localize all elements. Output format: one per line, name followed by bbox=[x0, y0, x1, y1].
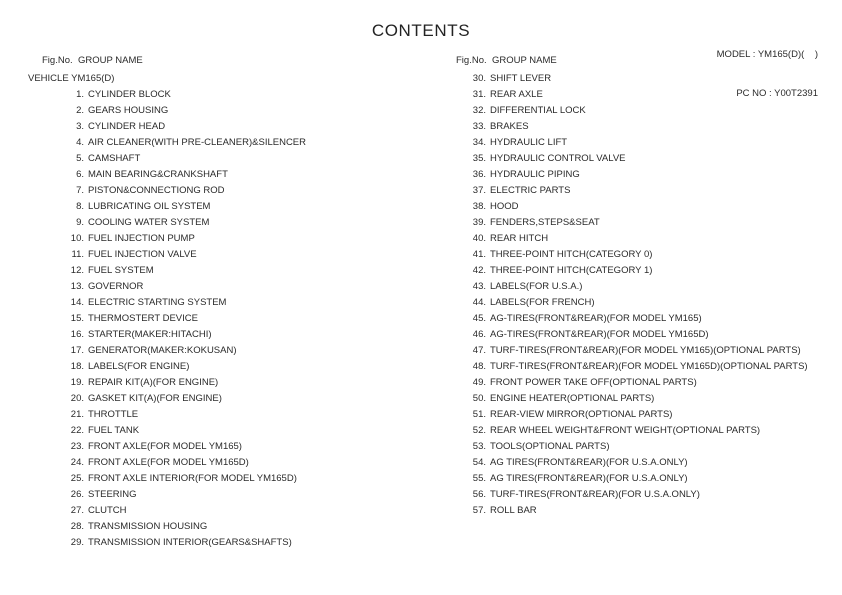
contents-entry-label: AIR CLEANER(WITH PRE-CLEANER)&SILENCER bbox=[88, 137, 307, 148]
contents-entry-number: 31. bbox=[472, 89, 486, 100]
contents-entry[interactable] bbox=[28, 375, 448, 391]
contents-entry-number: 17. bbox=[70, 345, 84, 356]
contents-entry-label: COOLING WATER SYSTEM bbox=[88, 217, 210, 228]
contents-entry-label: TURF-TIRES(FRONT&REAR)(FOR U.S.A.ONLY) bbox=[490, 489, 700, 500]
contents-entry-label: FUEL INJECTION PUMP bbox=[88, 233, 195, 244]
contents-entry-label: REPAIR KIT(A)(FOR ENGINE) bbox=[88, 377, 219, 388]
contents-entry[interactable] bbox=[28, 199, 448, 215]
contents-entry[interactable] bbox=[456, 103, 842, 119]
contents-entry[interactable] bbox=[456, 87, 842, 103]
vehicle-section-title: VEHICLE YM165(D) bbox=[28, 73, 115, 84]
contents-entry-number: 10. bbox=[70, 233, 84, 244]
model-number-line: MODEL : YM165(D)( ) bbox=[716, 49, 818, 60]
contents-entry-number: 24. bbox=[70, 457, 84, 468]
contents-entry[interactable] bbox=[28, 151, 448, 167]
contents-entry-number: 5. bbox=[76, 153, 84, 164]
contents-entry[interactable] bbox=[28, 503, 448, 519]
contents-entry[interactable] bbox=[28, 87, 448, 103]
contents-entry[interactable] bbox=[28, 215, 448, 231]
contents-entry[interactable] bbox=[28, 295, 448, 311]
contents-entry[interactable] bbox=[456, 215, 842, 231]
contents-entry-number: 40. bbox=[472, 233, 486, 244]
contents-entry-number: 56. bbox=[472, 489, 486, 500]
contents-entry[interactable] bbox=[456, 183, 842, 199]
contents-entry-number: 11. bbox=[71, 249, 84, 260]
contents-entry-number: 37. bbox=[472, 185, 486, 196]
contents-entry[interactable] bbox=[28, 343, 448, 359]
contents-entry[interactable] bbox=[456, 359, 842, 375]
contents-entry-number: 15. bbox=[70, 313, 84, 324]
contents-entry-number: 19. bbox=[70, 377, 84, 388]
contents-entry-label: AG TIRES(FRONT&REAR)(FOR U.S.A.ONLY) bbox=[490, 473, 688, 484]
contents-entry[interactable] bbox=[456, 407, 842, 423]
contents-entry[interactable] bbox=[456, 135, 842, 151]
contents-entry-number: 14. bbox=[70, 297, 84, 308]
contents-entry[interactable] bbox=[456, 439, 842, 455]
contents-entry-label: DIFFERENTIAL LOCK bbox=[490, 105, 586, 116]
contents-entry[interactable] bbox=[28, 183, 448, 199]
contents-entry-number: 38. bbox=[472, 201, 486, 212]
contents-entry-number: 42. bbox=[472, 265, 486, 276]
contents-entry-number: 21. bbox=[70, 409, 84, 420]
contents-entry[interactable] bbox=[456, 151, 842, 167]
contents-entry-label: ENGINE HEATER(OPTIONAL PARTS) bbox=[490, 393, 655, 404]
contents-entry[interactable] bbox=[28, 311, 448, 327]
contents-entry-label: LABELS(FOR U.S.A.) bbox=[490, 281, 583, 292]
contents-entry-label: GOVERNOR bbox=[88, 281, 144, 292]
contents-entry[interactable] bbox=[28, 359, 448, 375]
contents-entry-label: REAR WHEEL WEIGHT&FRONT WEIGHT(OPTIONAL PARTS) bbox=[490, 425, 761, 436]
contents-entry-label: TOOLS(OPTIONAL PARTS) bbox=[490, 441, 610, 452]
contents-entry-label: SHIFT LEVER bbox=[490, 73, 552, 84]
pc-number-line: PC NO : Y00T2391 bbox=[736, 88, 818, 99]
contents-entry-label: MAIN BEARING&CRANKSHAFT bbox=[88, 169, 228, 180]
contents-entry-label: ELECTRIC STARTING SYSTEM bbox=[88, 297, 227, 308]
contents-entry[interactable] bbox=[456, 71, 842, 87]
contents-entry[interactable] bbox=[456, 263, 842, 279]
contents-entry-label: AG-TIRES(FRONT&REAR)(FOR MODEL YM165D) bbox=[490, 329, 709, 340]
contents-entry-number: 16. bbox=[70, 329, 84, 340]
contents-entry-label: ELECTRIC PARTS bbox=[490, 185, 571, 196]
contents-entry-label: AG TIRES(FRONT&REAR)(FOR U.S.A.ONLY) bbox=[490, 457, 688, 468]
contents-list-left bbox=[28, 87, 448, 551]
contents-entry[interactable] bbox=[28, 103, 448, 119]
contents-entry-label: CLUTCH bbox=[88, 505, 127, 516]
contents-entry-number: 23. bbox=[70, 441, 84, 452]
contents-entry-label: FUEL SYSTEM bbox=[88, 265, 154, 276]
contents-entry[interactable] bbox=[28, 535, 448, 551]
contents-entry-label: CYLINDER BLOCK bbox=[88, 89, 171, 100]
contents-entry-number: 36. bbox=[472, 169, 486, 180]
contents-entry-label: LUBRICATING OIL SYSTEM bbox=[88, 201, 211, 212]
fig-no-header: Fig.No. bbox=[456, 55, 487, 66]
contents-entry-label: FUEL INJECTION VALVE bbox=[88, 249, 197, 260]
contents-entry-label: TRANSMISSION INTERIOR(GEARS&SHAFTS) bbox=[88, 537, 292, 548]
contents-entry-number: 12. bbox=[70, 265, 84, 276]
contents-entry-label: ROLL BAR bbox=[490, 505, 537, 516]
contents-entry[interactable] bbox=[28, 439, 448, 455]
contents-entry-label: GENERATOR(MAKER:KOKUSAN) bbox=[88, 345, 237, 356]
contents-entry-label: HYDRAULIC CONTROL VALVE bbox=[490, 153, 626, 164]
contents-entry[interactable] bbox=[28, 391, 448, 407]
contents-entry-label: STEERING bbox=[88, 489, 137, 500]
contents-entry-label: CYLINDER HEAD bbox=[88, 121, 166, 132]
contents-entry[interactable] bbox=[456, 471, 842, 487]
contents-entry-label: REAR-VIEW MIRROR(OPTIONAL PARTS) bbox=[490, 409, 673, 420]
contents-entry-number: 20. bbox=[70, 393, 84, 404]
contents-entry-label: THERMOSTERT DEVICE bbox=[88, 313, 198, 324]
contents-entry[interactable] bbox=[456, 199, 842, 215]
contents-entry[interactable] bbox=[456, 247, 842, 263]
contents-entry-number: 30. bbox=[472, 73, 486, 84]
contents-entry[interactable] bbox=[456, 311, 842, 327]
contents-entry-number: 6. bbox=[76, 169, 84, 180]
contents-entry-label: REAR AXLE bbox=[490, 89, 543, 100]
contents-entry[interactable] bbox=[28, 455, 448, 471]
contents-entry[interactable] bbox=[456, 279, 842, 295]
contents-entry[interactable] bbox=[28, 471, 448, 487]
contents-entry-number: 43. bbox=[472, 281, 486, 292]
contents-entry-label: BRAKES bbox=[490, 121, 529, 132]
contents-entry-number: 18. bbox=[70, 361, 84, 372]
contents-entry-number: 41. bbox=[472, 249, 486, 260]
contents-entry-number: 54. bbox=[472, 457, 486, 468]
contents-entry[interactable] bbox=[456, 391, 842, 407]
contents-entry[interactable] bbox=[28, 407, 448, 423]
contents-entry-number: 35. bbox=[472, 153, 486, 164]
contents-entry-number: 25. bbox=[70, 473, 84, 484]
contents-entry-label: AG-TIRES(FRONT&REAR)(FOR MODEL YM165) bbox=[490, 313, 702, 324]
contents-entry[interactable] bbox=[28, 423, 448, 439]
contents-entry[interactable] bbox=[28, 231, 448, 247]
contents-entry[interactable] bbox=[28, 167, 448, 183]
contents-entry-number: 28. bbox=[70, 521, 84, 532]
contents-entry[interactable] bbox=[28, 119, 448, 135]
contents-entry-label: FRONT AXLE(FOR MODEL YM165) bbox=[88, 441, 242, 452]
contents-entry[interactable] bbox=[456, 231, 842, 247]
contents-entry-label: HOOD bbox=[490, 201, 519, 212]
contents-entry-number: 1. bbox=[76, 89, 84, 100]
contents-entry[interactable] bbox=[28, 327, 448, 343]
contents-entry-number: 34. bbox=[472, 137, 486, 148]
contents-entry-label: FRONT POWER TAKE OFF(OPTIONAL PARTS) bbox=[490, 377, 697, 388]
fig-no-header: Fig.No. bbox=[42, 55, 73, 66]
contents-entry-label: TRANSMISSION HOUSING bbox=[88, 521, 208, 532]
contents-entry-label: REAR HITCH bbox=[490, 233, 549, 244]
contents-entry-number: 22. bbox=[70, 425, 84, 436]
contents-entry[interactable] bbox=[28, 279, 448, 295]
contents-entry-number: 27. bbox=[70, 505, 84, 516]
column-header-right bbox=[456, 55, 842, 71]
contents-entry-number: 3. bbox=[76, 121, 84, 132]
contents-entry-number: 57. bbox=[472, 505, 486, 516]
contents-entry-number: 33. bbox=[472, 121, 486, 132]
group-name-header: GROUP NAME bbox=[78, 55, 143, 66]
contents-entry[interactable] bbox=[456, 327, 842, 343]
contents-entry-number: 26. bbox=[70, 489, 84, 500]
contents-entry[interactable] bbox=[456, 343, 842, 359]
contents-entry[interactable] bbox=[28, 135, 448, 151]
contents-entry-number: 13. bbox=[70, 281, 84, 292]
contents-entry-number: 45. bbox=[472, 313, 486, 324]
contents-entry-label: LABELS(FOR FRENCH) bbox=[490, 297, 595, 308]
contents-entry-number: 49. bbox=[472, 377, 486, 388]
contents-entry-label: TURF-TIRES(FRONT&REAR)(FOR MODEL YM165D)(OPTIONAL PARTS) bbox=[490, 361, 808, 372]
contents-entry-number: 4. bbox=[76, 137, 84, 148]
contents-entry-number: 52. bbox=[472, 425, 486, 436]
contents-entry[interactable] bbox=[28, 263, 448, 279]
contents-entry[interactable] bbox=[28, 519, 448, 535]
contents-entry[interactable] bbox=[456, 119, 842, 135]
contents-entry-label: THREE-POINT HITCH(CATEGORY 1) bbox=[490, 265, 653, 276]
contents-column-left bbox=[28, 55, 448, 551]
contents-entry-label: GEARS HOUSING bbox=[88, 105, 169, 116]
contents-entry-label: GASKET KIT(A)(FOR ENGINE) bbox=[88, 393, 222, 404]
contents-entry-label: PISTON&CONNECTIONG ROD bbox=[88, 185, 225, 196]
contents-entry-label: STARTER(MAKER:HITACHI) bbox=[88, 329, 212, 340]
contents-entry-label: HYDRAULIC PIPING bbox=[490, 169, 580, 180]
contents-column-right bbox=[456, 55, 842, 519]
contents-entry[interactable] bbox=[456, 503, 842, 519]
contents-entry-number: 47. bbox=[472, 345, 486, 356]
page-title: CONTENTS bbox=[371, 21, 471, 40]
contents-entry-label: CAMSHAFT bbox=[88, 153, 141, 164]
contents-entry-label: THREE-POINT HITCH(CATEGORY 0) bbox=[490, 249, 653, 260]
contents-entry-label: FRONT AXLE(FOR MODEL YM165D) bbox=[88, 457, 249, 468]
contents-entry[interactable] bbox=[456, 487, 842, 503]
contents-entry-label: FENDERS,STEPS&SEAT bbox=[490, 217, 600, 228]
contents-entry-number: 8. bbox=[76, 201, 84, 212]
contents-entry-label: LABELS(FOR ENGINE) bbox=[88, 361, 190, 372]
contents-entry-number: 2. bbox=[76, 105, 84, 116]
contents-entry-label: HYDRAULIC LIFT bbox=[490, 137, 568, 148]
contents-entry-number: 7. bbox=[76, 185, 84, 196]
contents-entry[interactable] bbox=[456, 455, 842, 471]
contents-list-right bbox=[456, 71, 842, 519]
group-name-header: GROUP NAME bbox=[492, 55, 557, 66]
contents-entry-number: 9. bbox=[76, 217, 84, 228]
contents-entry-number: 39. bbox=[472, 217, 486, 228]
contents-entry[interactable] bbox=[456, 423, 842, 439]
contents-entry-label: FUEL TANK bbox=[88, 425, 140, 436]
contents-entry-number: 44. bbox=[472, 297, 486, 308]
contents-entry[interactable] bbox=[456, 167, 842, 183]
contents-entry-number: 53. bbox=[472, 441, 486, 452]
contents-entry-label: THROTTLE bbox=[88, 409, 139, 420]
contents-entry[interactable] bbox=[456, 295, 842, 311]
contents-entry-label: FRONT AXLE INTERIOR(FOR MODEL YM165D) bbox=[88, 473, 297, 484]
contents-entry-number: 50. bbox=[472, 393, 486, 404]
contents-entry[interactable] bbox=[28, 247, 448, 263]
contents-entry-number: 32. bbox=[472, 105, 486, 116]
contents-entry-number: 46. bbox=[472, 329, 486, 340]
contents-entry-number: 51. bbox=[472, 409, 486, 420]
column-header-left bbox=[28, 55, 448, 71]
contents-entry[interactable] bbox=[28, 487, 448, 503]
contents-entry-number: 29. bbox=[70, 537, 84, 548]
contents-entry[interactable] bbox=[456, 375, 842, 391]
contents-entry-label: TURF-TIRES(FRONT&REAR)(FOR MODEL YM165)(OPTIONAL PARTS) bbox=[490, 345, 801, 356]
contents-entry-number: 48. bbox=[472, 361, 486, 372]
contents-entry-number: 55. bbox=[472, 473, 486, 484]
